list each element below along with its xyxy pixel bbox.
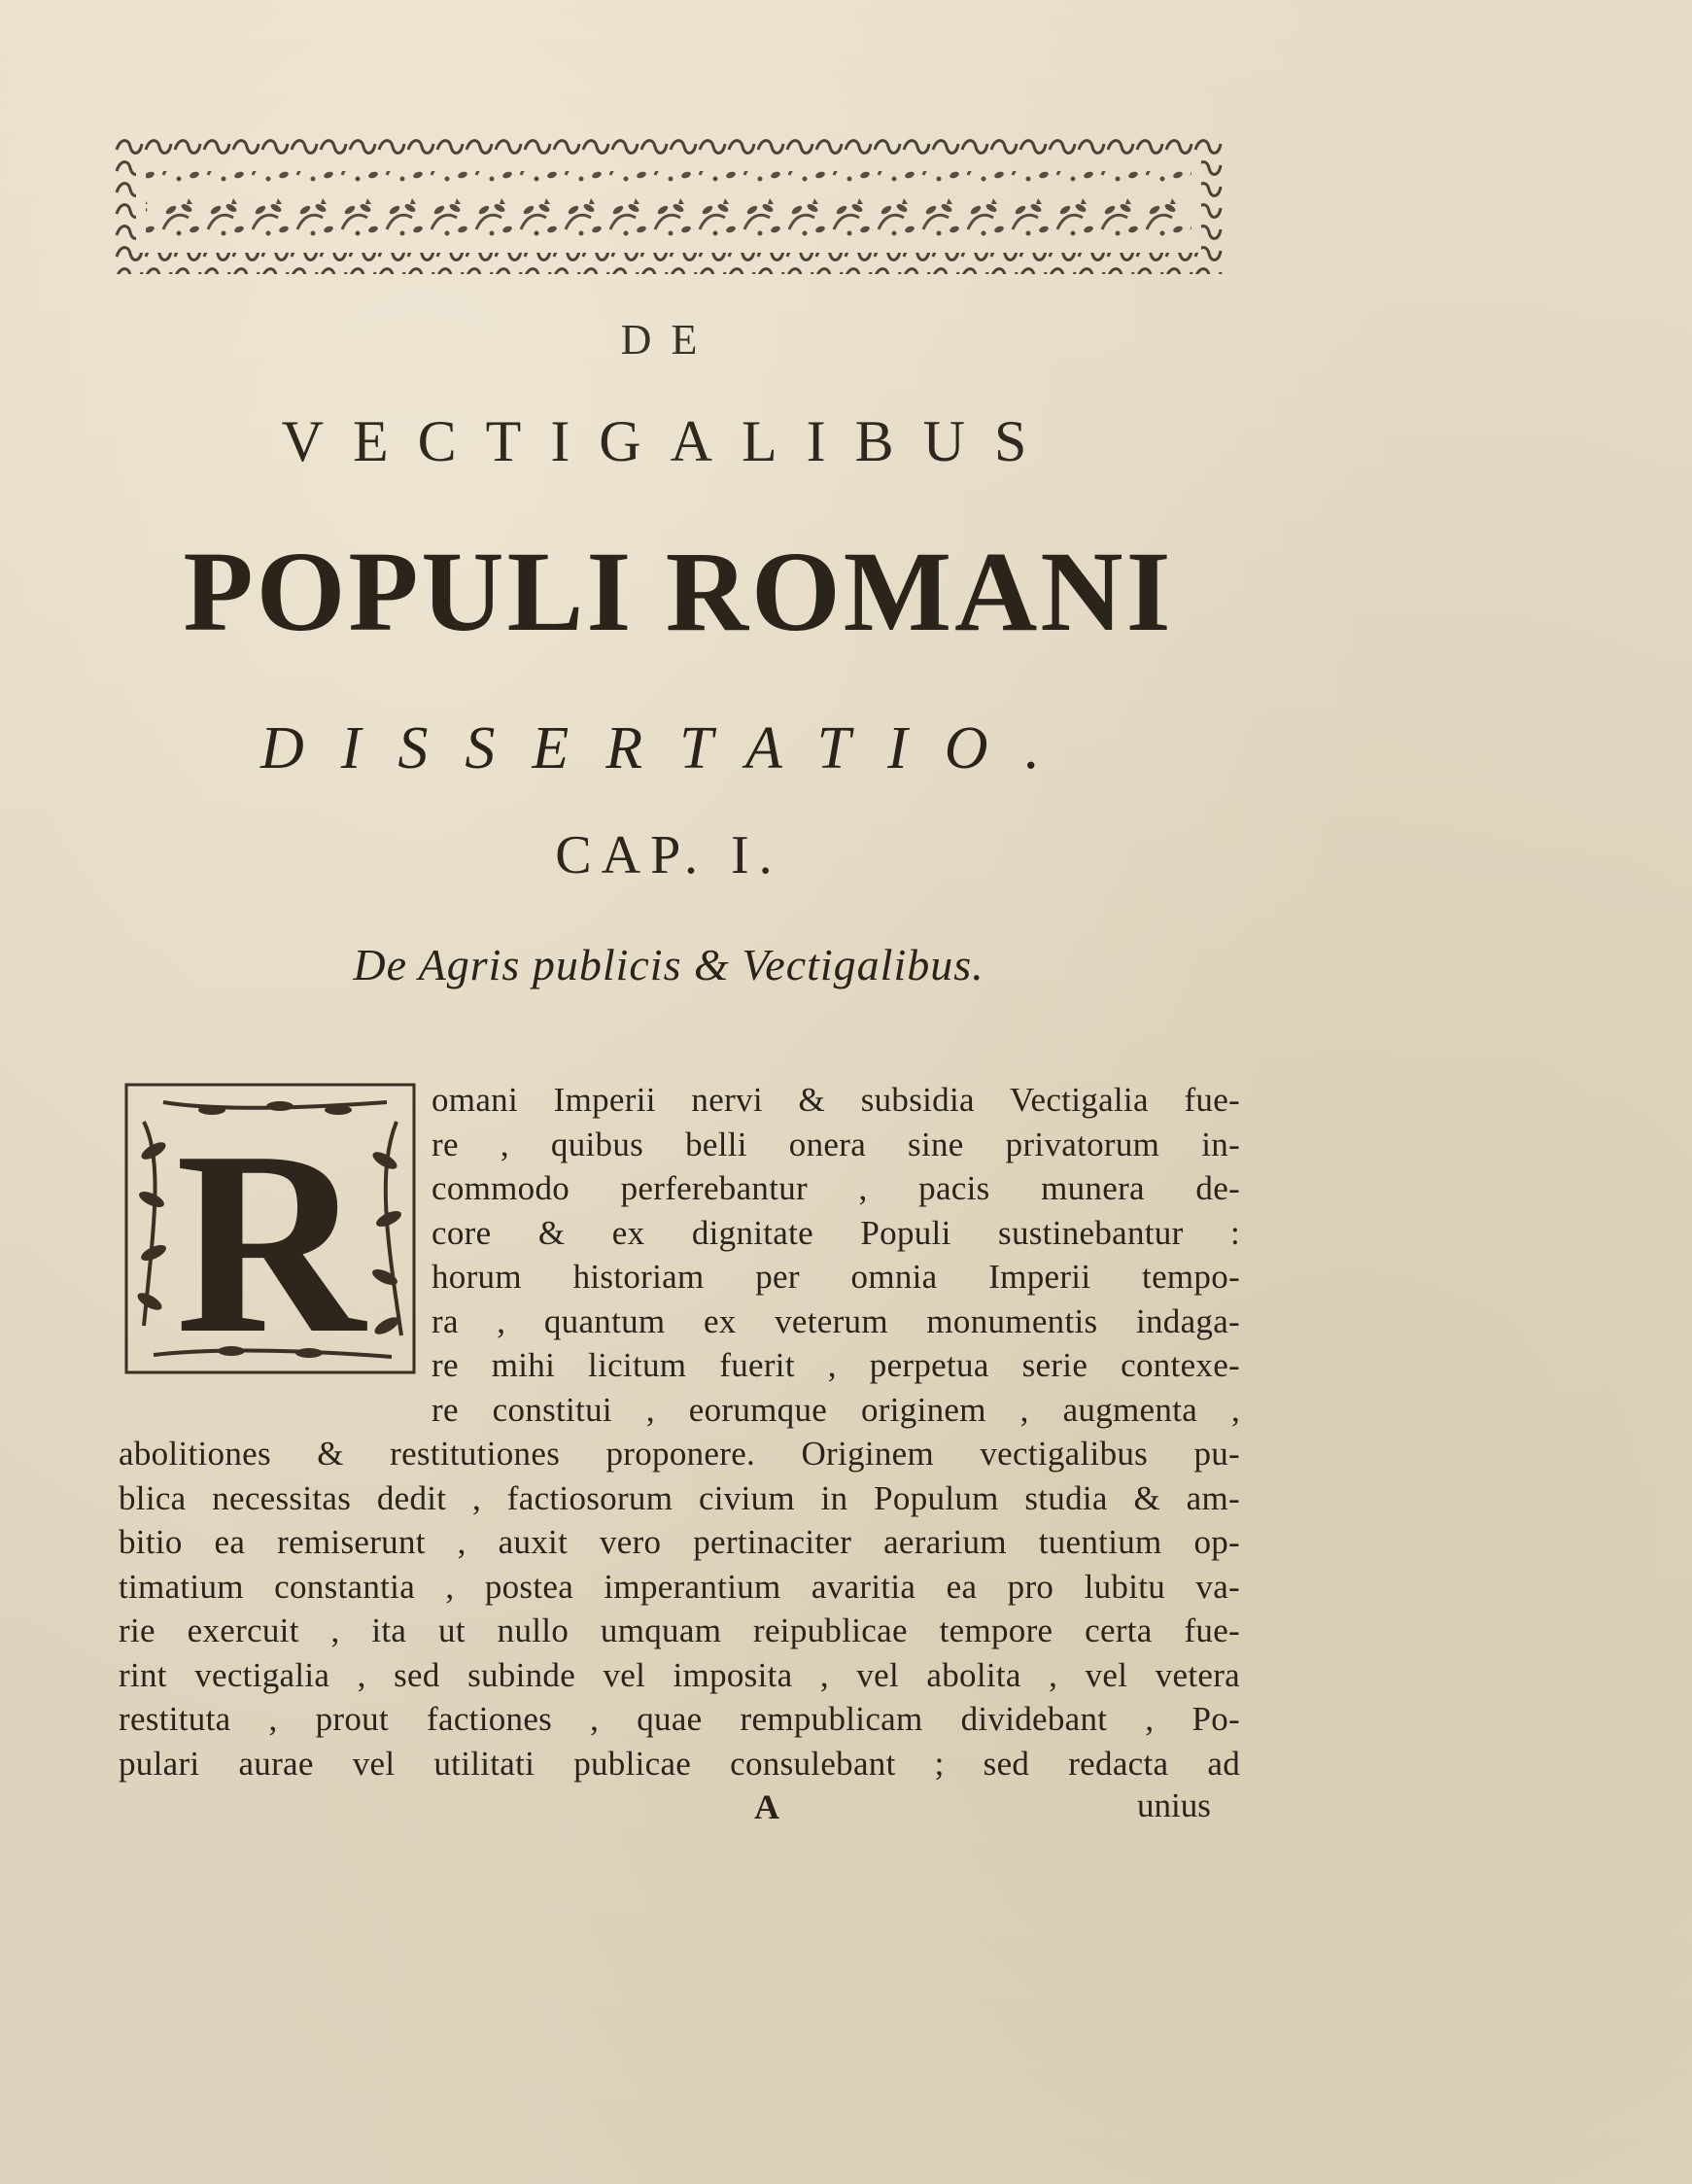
body-line: rie exercuit , ita ut nullo umquam reipublicae tempore certa fue- [119,1612,1240,1649]
body-line: commodo perferebantur , pacis munera de- [432,1169,1240,1207]
body-line: horum historiam per omnia Imperii tempo- [432,1258,1240,1296]
body-line: restituta , prout factiones , quae rempublicam dividebant , Po- [119,1700,1240,1738]
catchword: unius [1137,1786,1211,1824]
body-line: core & ex dignitate Populi sustinebantur : [432,1214,1240,1252]
title-de: DE [620,316,717,364]
body-line: omani Imperii nervi & subsidia Vectigalia fue- [432,1081,1240,1119]
body-line: ra , quantum ex veterum monumentis indaga- [432,1302,1240,1340]
body-line: re , quibus belli onera sine privatorum in- [432,1126,1240,1163]
title-dissertatio: DISSERTATIO. [259,715,1078,781]
body-line: blica necessitas dedit , factiosorum civium in Populum studia & am- [119,1479,1240,1517]
body-line: abolitiones & restitutiones proponere. Originem vectigalibus pu- [119,1435,1240,1473]
decorated-initial [124,1083,416,1374]
body-line: re mihi licitum fuerit , perpetua serie contexe- [432,1346,1240,1384]
title-vectigalibus: VECTIGALIBUS [281,409,1056,473]
body-line: pulari aurae vel utilitati publicae consulebant ; sed redacta ad [119,1745,1240,1783]
signature-mark: A [754,1787,779,1826]
chapter-title: De Agris publicis & Vectigalibus. [353,940,984,989]
dropcap-letter: R [175,1097,365,1374]
chapter-number: CAP. I. [555,825,782,885]
title-populi-romani: POPULI ROMANI [183,528,1174,655]
body-line: re constitui , eorumque originem , augmenta , [432,1391,1240,1429]
headpiece-ornament [115,136,1223,274]
body-line: bitio ea remiserunt , auxit vero pertinaciter aerarium tuentium op- [119,1523,1240,1561]
body-line: timatium constantia , postea imperantium avaritia ea pro lubitu va- [119,1568,1240,1606]
body-line: rint vectigalia , sed subinde vel imposita , vel abolita , vel vetera [119,1656,1240,1694]
